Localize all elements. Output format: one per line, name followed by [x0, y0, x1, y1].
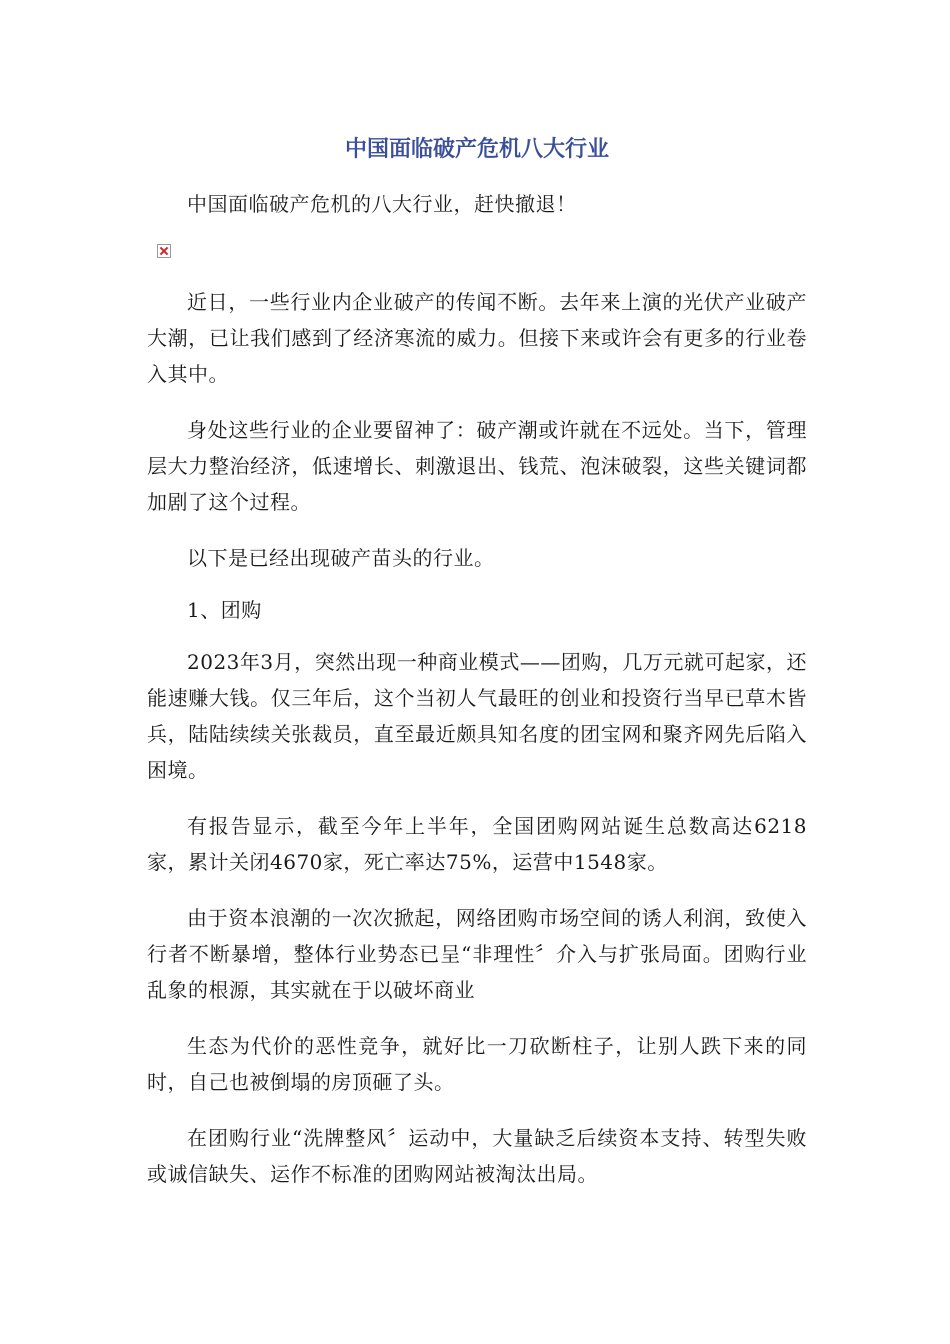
paragraph: 2023年3月，突然出现一种商业模式——团购，几万元就可起家，还能速赚大钱。仅三年后，这个当初人气最旺的创业和投资行当早已草木皆兵，陆陆续续关张裁员，直至最近颇具知名度的团宝网和聚齐网先后陷入困境。 — [147, 650, 807, 782]
broken-image-icon — [157, 244, 171, 258]
paragraph-intro: 中国面临破产危机的八大行业，赶快撤退！ — [187, 192, 577, 216]
document-page — [147, 128, 807, 1192]
image-placeholder-row — [147, 244, 807, 284]
document-title: 中国面临破产危机八大行业 — [344, 137, 609, 162]
paragraph: 生态为代价的恶性竞争，就好比一刀砍断柱子，让别人跌下来的同时，自己也被倒塌的房顶砸了头。 — [147, 1034, 807, 1094]
spacer — [147, 172, 807, 186]
paragraph: 身处这些行业的企业要留神了：破产潮或许就在不远处。当下，管理层大力整治经济，低速增长、刺激退出、钱荒、泡沫破裂，这些关键词都加剧了这个过程。 — [147, 418, 807, 514]
paragraph: 以下是已经出现破产苗头的行业。 — [187, 546, 495, 570]
section-heading-group-buying: 1、团购 — [187, 598, 262, 622]
paragraph: 近日，一些行业内企业破产的传闻不断。去年来上演的光伏产业破产大潮，已让我们感到了经济寒流的威力。但接下来或许会有更多的行业卷入其中。 — [147, 290, 807, 386]
paragraph: 由于资本浪潮的一次次掀起，网络团购市场空间的诱人利润，致使入行者不断暴增，整体行业势态已呈“非理性〞介入与扩张局面。团购行业乱象的根源，其实就在于以破坏商业 — [147, 906, 807, 1002]
paragraph: 有报告显示，截至今年上半年，全国团购网站诞生总数高达6218家，累计关闭4670家，死亡率达75%，运营中1548家。 — [147, 814, 807, 874]
paragraph: 在团购行业“洗牌整风〞运动中，大量缺乏后续资本支持、转型失败或诚信缺失、运作不标准的团购网站被淘汰出局。 — [147, 1126, 807, 1186]
